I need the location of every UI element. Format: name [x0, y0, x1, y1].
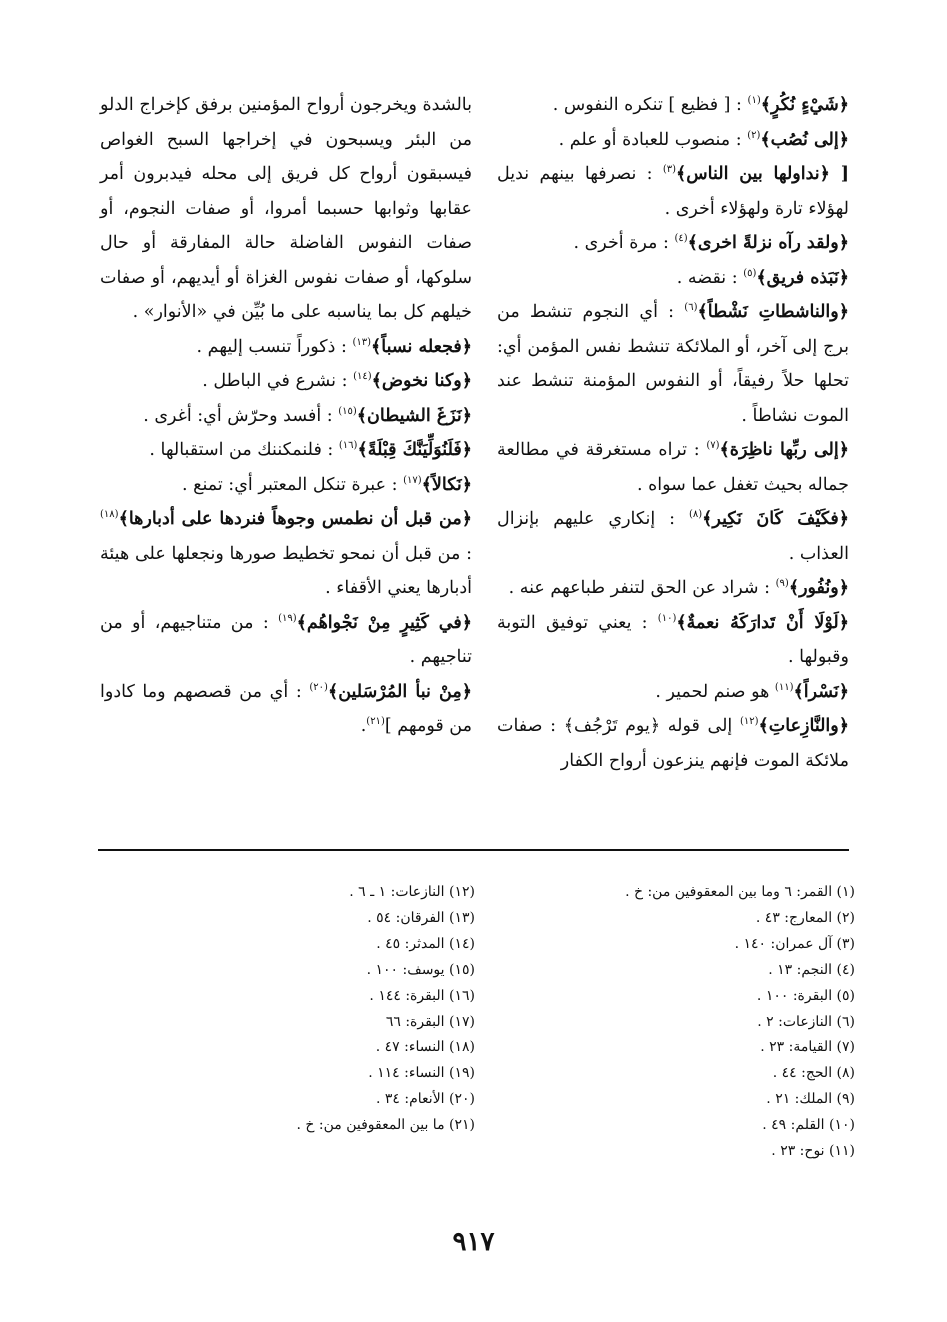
footnote-ref: (١٦) — [338, 440, 358, 452]
gloss-entry — [497, 675, 849, 710]
gloss-entry — [497, 709, 849, 778]
footnote-ref: (٢) — [747, 129, 761, 141]
gloss-entry — [100, 88, 472, 330]
footnote-ref: (١٣) — [352, 336, 372, 348]
footnote-ref: (١٨) — [100, 509, 119, 521]
footnote-ref: (٩) — [775, 578, 789, 590]
footnote-ref: (١٢) — [739, 716, 759, 728]
footnote-ref: (٢٠) — [309, 681, 328, 693]
gloss-text: : [ فظيع ] تنكره النفوس . — [552, 95, 742, 115]
footnote-ref: (١٤) — [353, 371, 372, 383]
gloss-text: : تراه مستغرقة في مطالعة جماله بحيث تغفل عما سواه . — [497, 440, 849, 495]
gloss-entry — [497, 261, 849, 296]
gloss-entry — [100, 606, 472, 675]
gloss-text: إلى قوله ﴿يوم تَرْجُف﴾ : صفات ملائكة الموت فإنهم ينزعون أرواح الكفار — [497, 716, 849, 771]
gloss-text: : عبرة تنكل المعتبر أي: تمنع . — [182, 474, 398, 495]
footnote-item: (١٠) القلم: ٤٩ . — [762, 1117, 855, 1134]
gloss-entry — [100, 399, 472, 434]
footnotes-right-column — [525, 880, 855, 1165]
footnote-item: (١٦) البقرة: ١٤٤ . — [369, 987, 475, 1004]
footnote-ref: (١) — [747, 95, 761, 107]
footnote-item: (١١) نوح: ٢٣ . — [771, 1143, 855, 1160]
gloss-term: [ ﴿نداولها بين الناس﴾ — [676, 164, 849, 184]
gloss-entry — [497, 502, 849, 571]
gloss-entry — [497, 433, 849, 502]
footnote-ref: (١٠) — [657, 612, 677, 624]
footnote-separator-line — [98, 849, 849, 851]
gloss-entry — [100, 675, 472, 744]
gloss-entry — [497, 606, 849, 675]
gloss-entry — [100, 502, 472, 606]
footnote-ref: (٧) — [706, 440, 720, 452]
footnote-item: (٣) آل عمران: ١٤٠ . — [734, 935, 855, 952]
gloss-term: ﴿والنَّازِعاتِ﴾ — [758, 716, 849, 736]
gloss-entry — [100, 330, 472, 365]
footnote-ref: (١٥) — [338, 405, 357, 417]
gloss-text: : من قبل أن نمحو تخطيط صورها ونجعلها على هيئة أدبارها يعني الأقفاء . — [100, 543, 472, 598]
gloss-text: : إنكاري عليهم بإنزال العذاب . — [497, 509, 849, 564]
footnote-item: (٢١) ما بين المعقوفين من: خ . — [296, 1117, 475, 1134]
footnote-item: (٥) البقرة: ١٠٠ . — [756, 987, 855, 1004]
footnote-ref: (١٧) — [403, 474, 422, 486]
footnote-item: (١٤) المدثر: ٤٥ . — [376, 935, 475, 952]
gloss-entry — [100, 468, 472, 503]
gloss-text: : أي النجوم تنشط من برج إلى آخر، أو الملائكة تنشط نفس المؤمن أي: تحلها حلاً رفيقاً، أو النفوس المؤمنة تنشط عند الموت نشاطاً . — [497, 302, 849, 426]
gloss-entry — [497, 157, 849, 226]
left-text-column — [100, 88, 472, 744]
gloss-text: : شراد عن الحق لتنفر طباعهم عنه . — [508, 578, 771, 598]
right-text-column — [497, 88, 849, 778]
gloss-term: ﴿مِنْ نبأ المُرْسَلين﴾ — [327, 681, 472, 702]
footnote-item: (١٥) يوسف: ١٠٠ . — [366, 961, 475, 978]
footnote-item: (١٨) النساء: ٤٧ . — [375, 1039, 475, 1056]
gloss-term: ﴿من قبل أن نطمس وجوهاً فنردها على أدبارها﴾ — [118, 509, 472, 529]
gloss-text: : نصرفها بينهم نديل لهؤلاء تارة ولهؤلاء أخرى . — [497, 164, 849, 219]
footnote-item: (٢) المعارج: ٤٣ . — [755, 909, 855, 926]
footnote-ref: (٥) — [743, 267, 757, 279]
footnote-item: (١٩) النساء: ١١٤ . — [368, 1065, 475, 1082]
footnote-item: (١٣) الفرقان: ٥٤ . — [367, 909, 475, 926]
gloss-entry — [497, 571, 849, 606]
gloss-text: : أفسد وحرّش أي: أغرى . — [143, 405, 333, 426]
footnote-item: (٢٠) الأنعام: ٣٤ . — [375, 1091, 475, 1108]
gloss-term: ﴿ولقد رآه نزلةً اخرى﴾ — [687, 233, 849, 253]
gloss-text: : من متناجيهم، أو من تناجيهم . — [100, 612, 472, 667]
gloss-term: ﴿إلى ربِّها ناظِرَة﴾ — [719, 440, 849, 460]
gloss-term: ﴿لَوْلَا أَنْ تَدارَكَهُ نعمةٌ﴾ — [676, 612, 850, 633]
footnote-ref: (٢١) — [366, 716, 385, 728]
gloss-entry — [497, 88, 849, 123]
gloss-text: : ذكوراً تنسب إليهم . — [196, 336, 347, 357]
gloss-term: ﴿فجعله نسباً﴾ — [371, 336, 472, 357]
gloss-term: ﴿نَسْراً﴾ — [793, 681, 849, 702]
gloss-term: ﴿نَكالاً﴾ — [421, 474, 472, 495]
gloss-text: هو صنم لحمير . — [655, 681, 770, 702]
gloss-term: ﴿نَزَغَ الشيطان﴾ — [356, 405, 472, 426]
footnote-item: (٨) الحج: ٤٤ . — [772, 1065, 855, 1082]
gloss-text: : منصوب للعبادة أو علم . — [558, 129, 742, 150]
gloss-entry — [497, 295, 849, 433]
gloss-term: ﴿إلى نُصُب﴾ — [760, 129, 849, 150]
gloss-text: : نقضه . — [676, 267, 738, 288]
gloss-term: ﴿شَيْءٍ نُكُرٍ﴾ — [760, 95, 849, 115]
footnote-item: (٧) القيامة: ٢٣ . — [760, 1039, 855, 1056]
footnote-ref: (١١) — [774, 681, 794, 693]
gloss-entry — [100, 364, 472, 399]
footnote-ref: (٦) — [684, 302, 698, 314]
footnote-item: (٦) النازعات: ٢ . — [757, 1013, 855, 1030]
footnote-ref: (٣) — [662, 164, 677, 176]
footnote-item: (١٢) النازعات: ١ ـ ٦ . — [349, 884, 475, 900]
gloss-term: ﴿وكنا نخوض﴾ — [371, 371, 472, 391]
gloss-text: بالشدة ويخرجون أرواح المؤمنين برفق كإخراج الدلو من البئر ويسبحون في إخراجها السبح الغواص فيسبقون أرواح كل فريق إلى محله فيدبرون أمر عقابها وثوابها حسبما أمروا، أو صفات النجوم، أو صفات النفوس الفاضلة حالة المفارقة أو حال سلوكها، أو صفات نفوس الغزاة أو أيديهم، أو صفات خيلهم كل بما يناسبه على ما بُيِّن في «الأنوار» . — [100, 95, 472, 322]
gloss-term: ﴿فكَيْفَ كَانَ نَكِير﴾ — [702, 509, 849, 529]
footnote-item: (٤) النجم: ١٣ . — [768, 961, 855, 978]
page-number: ٩١٧ — [452, 1227, 495, 1257]
footnote-ref: (١٩) — [278, 612, 297, 624]
footnote-item: (١٧) البقرة: ٦٦ — [385, 1013, 475, 1030]
gloss-text: : نشرع في الباطل . — [202, 371, 348, 391]
gloss-text: : فلنمكننك من استقبالها . — [149, 440, 334, 460]
gloss-text: : يعني توفيق التوبة وقبولها . — [497, 612, 849, 667]
footnotes-left-column — [165, 880, 475, 1139]
gloss-entry — [497, 123, 849, 158]
footnote-item: (٩) الملك: ٢١ . — [766, 1091, 855, 1108]
gloss-text: : أي من قصصهم وما كادوا من قومهم ] — [100, 681, 472, 736]
footnote-ref: (٨) — [688, 509, 703, 521]
gloss-entry — [100, 433, 472, 468]
gloss-text-tail: . — [360, 716, 367, 736]
gloss-term: ﴿نَبَذه فريق﴾ — [756, 267, 849, 288]
gloss-entry — [497, 226, 849, 261]
gloss-text: : مرة أخرى . — [573, 233, 669, 253]
footnote-ref: (٤) — [674, 233, 688, 245]
gloss-term: ﴿والناشطاتِ نَشْطاً﴾ — [697, 302, 849, 322]
gloss-term: ﴿في كَثِيرٍ مِنْ نَجْواهُم﴾ — [296, 612, 472, 633]
gloss-term: ﴿فَلَنُوَلِّيَنَّكَ قِبْلَةً﴾ — [357, 440, 472, 460]
gloss-term: ﴿ونُفُور﴾ — [788, 578, 849, 598]
footnote-item: (١) القمر: ٦ وما بين المعقوفين من: خ . — [625, 884, 855, 900]
